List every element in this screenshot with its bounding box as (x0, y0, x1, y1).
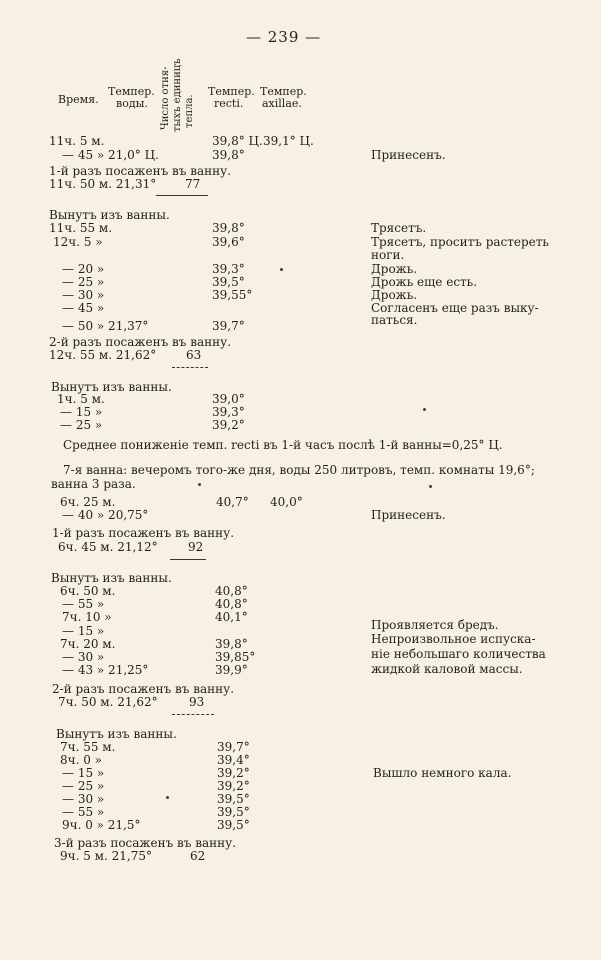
table-row (0, 348, 601, 362)
header-time: Время. (58, 93, 99, 106)
table-row (0, 849, 601, 863)
table-row (0, 682, 601, 696)
table-row (0, 727, 601, 741)
table-row (0, 262, 601, 276)
cell-time: — 40 » 20,75° (62, 508, 149, 522)
cell-note: Непроизвольное испуска- (371, 632, 536, 646)
table-row (0, 526, 601, 540)
summary-line: Среднее пониженіе темп. recti въ 1-й часъ послѣ 1-й ванны=0,25° Ц. (63, 438, 503, 452)
cell-heat-units: 92 (188, 540, 204, 554)
cell-rectal: 39,85° (215, 650, 256, 664)
cell-heat-units: 62 (190, 849, 206, 863)
cell-rectal: 39,5° (217, 805, 250, 819)
table-row (0, 335, 601, 349)
cell-time: — 45 » 21,0° Ц. (62, 148, 159, 162)
cell-time: 2-й разъ посаженъ въ ванну. (49, 335, 232, 349)
cell-rectal: 39,55° (212, 288, 253, 302)
table-row (0, 818, 601, 832)
bath7-description-cont: ванна 3 раза. (51, 477, 136, 491)
table-row (0, 148, 601, 162)
table-row (0, 177, 601, 191)
cell-rectal: 40,8° (215, 597, 248, 611)
cell-time: 2-й разъ посаженъ въ ванну. (52, 682, 235, 696)
table-row (0, 405, 601, 419)
cell-time: — 15 » (62, 766, 105, 780)
cell-time: — 15 » (62, 624, 105, 638)
cell-rectal: 40,7° (216, 495, 249, 509)
cell-time: Вынутъ изъ ванны. (51, 380, 172, 394)
cell-note: Дрожь. (371, 262, 418, 276)
divider (172, 714, 214, 715)
cell-rectal: 39,3° (212, 405, 245, 419)
cell-time: 3-й разъ посаженъ въ ванну. (54, 836, 237, 850)
cell-note: Согласенъ еще разъ выку- (371, 301, 539, 315)
header-water-temp-2: воды. (116, 97, 148, 110)
cell-time: 8ч. 0 » (60, 753, 102, 767)
bath7-description: 7-я ванна: вечеромъ того-же дня, воды 250 литровъ, темп. комнаты 19,6°; (63, 463, 535, 477)
table-row (0, 392, 601, 406)
table-row (0, 836, 601, 850)
cell-time: 9ч. 0 » 21,5° (62, 818, 141, 832)
print-speck (198, 483, 201, 486)
cell-time: 12ч. 55 м. 21,62° (49, 348, 157, 362)
cell-time: — 20 » (62, 262, 105, 276)
table-row (0, 221, 601, 235)
table-row (0, 134, 601, 148)
cell-time: 6ч. 45 м. 21,12° (58, 540, 158, 554)
table-row (0, 208, 601, 222)
table-row (0, 418, 601, 432)
cell-note: жидкой каловой массы. (371, 662, 523, 676)
cell-time: — 25 » (62, 275, 105, 289)
cell-rectal: 39,2° (217, 766, 250, 780)
cell-time: Вынутъ изъ ванны. (56, 727, 177, 741)
cell-rectal: 40,1° (215, 610, 248, 624)
table-row (0, 164, 601, 178)
header-heat-units: Число отня- (160, 66, 171, 130)
table-row (0, 584, 601, 598)
table-row (0, 288, 601, 302)
cell-note: Трясетъ. (371, 221, 427, 235)
cell-rectal: 39,9° (215, 663, 248, 677)
cell-note: Принесенъ. (371, 508, 446, 522)
cell-rectal: 39,8° (212, 148, 245, 162)
cell-note: Вышло немного кала. (373, 766, 512, 780)
header-axillary-temp-2: axillae. (262, 97, 302, 110)
cell-time: 12ч. 5 » (53, 235, 103, 249)
print-speck (280, 268, 283, 271)
cell-rectal: 39,8° (215, 637, 248, 651)
table-row (0, 540, 601, 554)
cell-rectal: 39,7° (212, 319, 245, 333)
cell-rectal: 39,8° Ц. (212, 134, 263, 148)
cell-time: 7ч. 10 » (62, 610, 112, 624)
cell-time: 1ч. 5 м. (57, 392, 105, 406)
divider (172, 367, 208, 368)
cell-rectal: 39,5° (217, 792, 250, 806)
cell-axillary: 40,0° (270, 495, 303, 509)
table-row (0, 805, 601, 819)
cell-time: — 55 » (62, 597, 105, 611)
table-row (0, 597, 601, 611)
print-speck (429, 485, 432, 488)
table-row (0, 792, 601, 806)
header-heat-units-3: тепла. (184, 94, 195, 128)
cell-note: Трясетъ, проситъ растереть (371, 235, 549, 249)
cell-rectal: 39,6° (212, 235, 245, 249)
cell-rectal: 39,5° (217, 818, 250, 832)
cell-time: — 30 » (62, 288, 105, 302)
cell-time: — 30 » (62, 792, 105, 806)
header-heat-units-2: тыхъ единицъ (172, 58, 183, 132)
cell-note: ніе небольшаго количества (371, 647, 546, 661)
cell-time: 1-й разъ посаженъ въ ванну. (52, 526, 235, 540)
cell-time: 9ч. 5 м. 21,75° (60, 849, 152, 863)
cell-rectal: 39,4° (217, 753, 250, 767)
cell-note: Принесенъ. (371, 148, 446, 162)
cell-note: Дрожь еще есть. (371, 275, 478, 289)
cell-axillary: 39,1° Ц. (263, 134, 314, 148)
cell-heat-units: 93 (189, 695, 205, 709)
table-row (0, 663, 601, 677)
table-row (0, 319, 601, 333)
page-number: — 239 — (246, 28, 322, 46)
cell-rectal: 39,0° (212, 392, 245, 406)
header-rectal-temp: Темпер. (208, 85, 255, 98)
header-axillary-temp: Темпер. (260, 85, 307, 98)
cell-rectal: 39,8° (212, 221, 245, 235)
cell-note: ноги. (371, 248, 405, 262)
table-row (0, 235, 601, 249)
cell-heat-units: 63 (186, 348, 202, 362)
cell-rectal: 39,2° (217, 779, 250, 793)
cell-rectal: 39,5° (212, 275, 245, 289)
table-row (0, 275, 601, 289)
cell-time: — 15 » (60, 405, 103, 419)
cell-note: Проявляется бредъ. (371, 618, 499, 632)
cell-time: — 43 » 21,25° (62, 663, 149, 677)
cell-time: 6ч. 25 м. (60, 495, 116, 509)
print-speck (166, 796, 169, 799)
table-row (0, 779, 601, 793)
header-water-temp: Темпер. (108, 85, 155, 98)
table-row (0, 740, 601, 754)
cell-rectal: 39,2° (212, 418, 245, 432)
cell-time: — 55 » (62, 805, 105, 819)
header-rectal-temp-2: recti. (214, 97, 244, 110)
table-row (0, 753, 601, 767)
cell-time: 7ч. 20 м. (60, 637, 116, 651)
cell-time: — 25 » (62, 779, 105, 793)
table-row (0, 248, 601, 262)
cell-time: 7ч. 50 м. 21,62° (58, 695, 158, 709)
cell-time: — 50 » 21,37° (62, 319, 149, 333)
table-row (0, 766, 601, 780)
divider (156, 195, 208, 196)
cell-heat-units: 77 (185, 177, 201, 191)
cell-time: — 30 » (62, 650, 105, 664)
table-row (0, 508, 601, 522)
print-speck (423, 408, 426, 411)
cell-time: — 45 » (62, 301, 105, 315)
cell-time: Вынутъ изъ ванны. (49, 208, 170, 222)
cell-time: Вынутъ изъ ванны. (51, 571, 172, 585)
cell-note: Дрожь. (371, 288, 418, 302)
cell-time: 11ч. 55 м. (49, 221, 113, 235)
cell-rectal: 40,8° (215, 584, 248, 598)
cell-note: паться. (371, 313, 418, 327)
cell-time: 11ч. 5 м. (49, 134, 105, 148)
table-row (0, 495, 601, 509)
cell-time: 7ч. 55 м. (60, 740, 116, 754)
table-row (0, 571, 601, 585)
divider (170, 559, 206, 560)
cell-time: 6ч. 50 м. (60, 584, 116, 598)
cell-time: — 25 » (60, 418, 103, 432)
table-row (0, 695, 601, 709)
cell-rectal: 39,7° (217, 740, 250, 754)
cell-time: 1-й разъ посаженъ въ ванну. (49, 164, 232, 178)
cell-time: 11ч. 50 м. 21,31° (49, 177, 157, 191)
cell-rectal: 39,3° (212, 262, 245, 276)
